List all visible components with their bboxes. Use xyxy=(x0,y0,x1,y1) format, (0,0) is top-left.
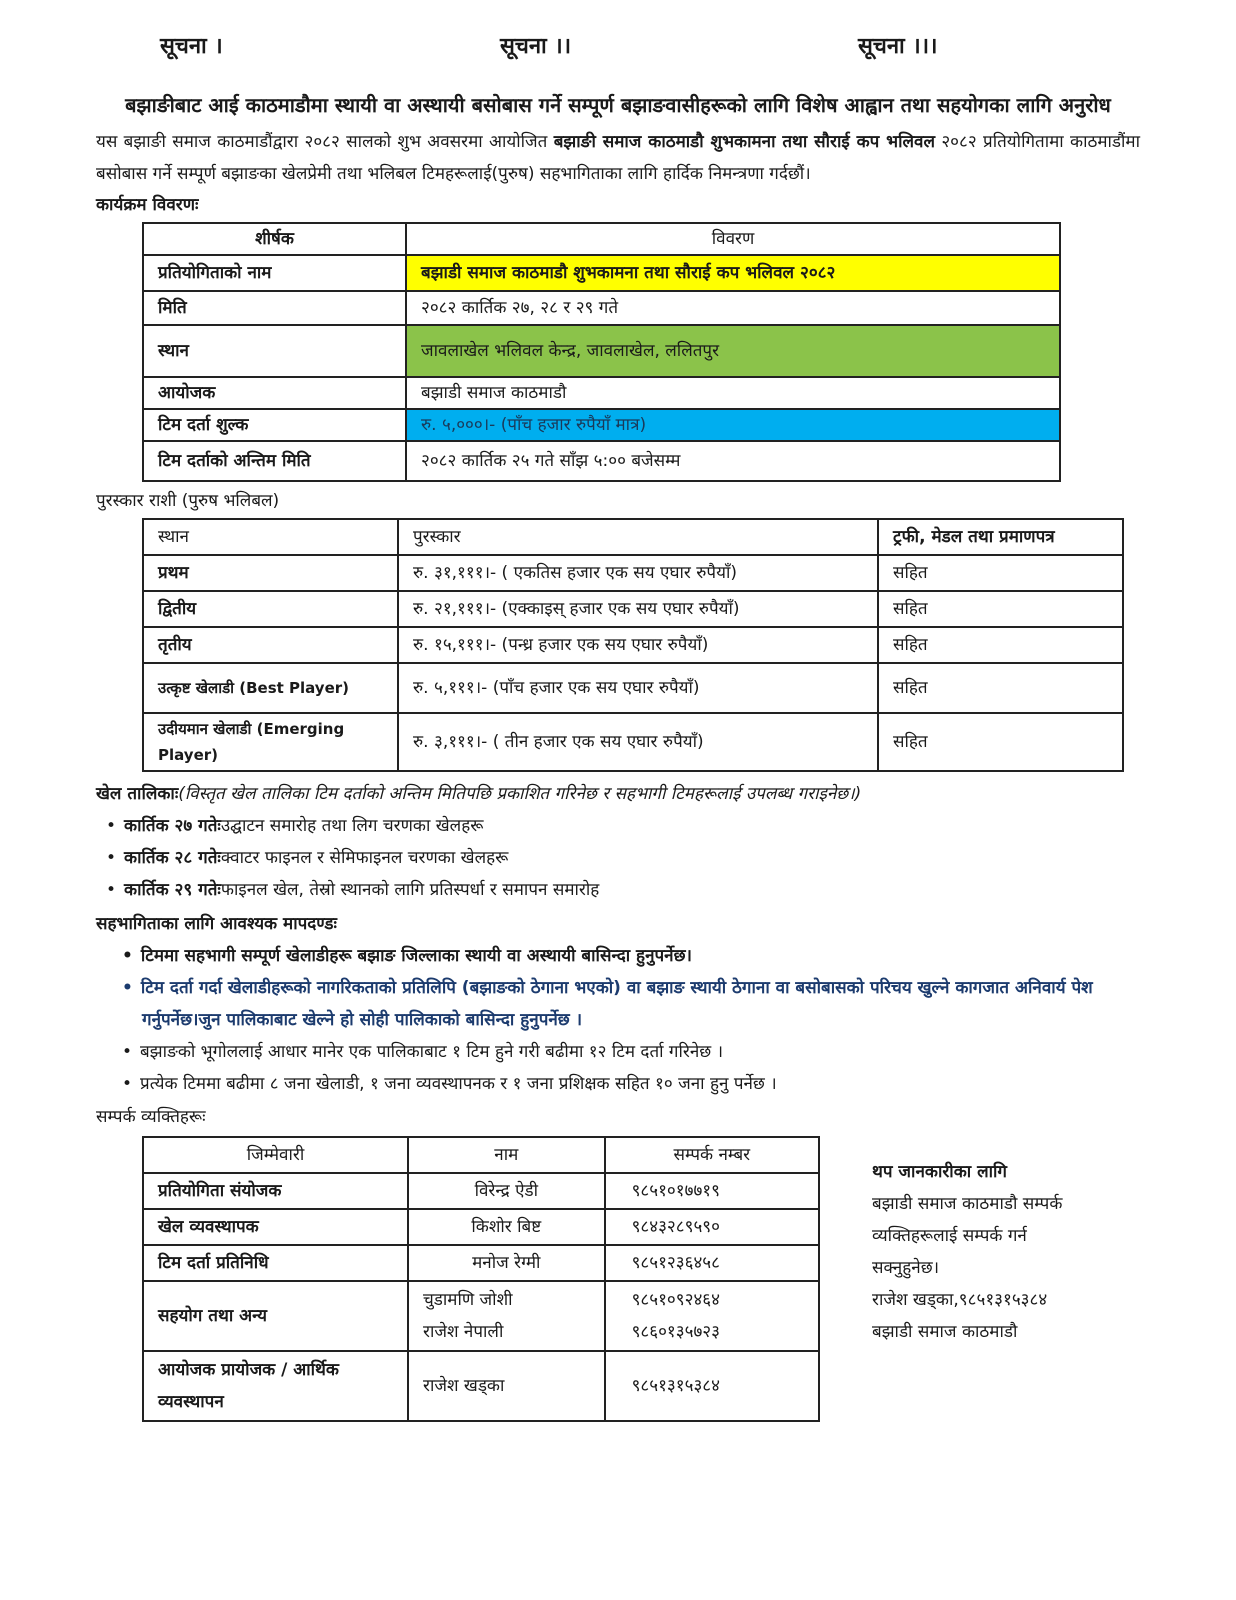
schedule-section xyxy=(96,778,1140,906)
table-row xyxy=(143,1209,819,1245)
header-cell: नाम xyxy=(408,1137,605,1173)
requirement-item: • टिममा सहभागी सम्पूर्ण खेलाडीहरू बझाङ जिल्लाका स्थायी वा अस्थायी बासिन्दा हुनुपर्नेछ। xyxy=(96,940,1140,972)
schedule-text: फाइनल खेल, तेस्रो स्थानको लागि प्रतिस्पर्धा र समापन समारोह xyxy=(220,880,600,900)
schedule-list xyxy=(96,810,1140,906)
row-value: २०८२ कार्तिक २५ गते साँझ ५:०० बजेसम्म xyxy=(406,441,1060,481)
contact-name: मनोज रेग्मी xyxy=(408,1245,605,1281)
schedule-item xyxy=(96,810,1140,842)
row-key: मिति xyxy=(143,291,406,325)
table-row xyxy=(143,1245,819,1281)
prizes-label: पुरस्कार राशी (पुरुष भलिबल) xyxy=(96,491,280,511)
header-cell: स्थान xyxy=(143,519,398,555)
requirement-item: • टिम दर्ता गर्दा खेलाडीहरूको नागरिकताको प्रतिलिपि (बझाङको ठेगाना भएको) वा बझाङ स्थायी ठेगाना वा बसोबासको परिचय खुल्ने कागजात अनिवार्य पेश गर्नुपर्नेछ।जुन पालिकाबाट खेल्ने हो सोही पालिकाको बासिन्दा हुनुपर्नेछ । xyxy=(96,972,1140,1036)
more-info-line: व्यक्तिहरूलाई सम्पर्क गर्न xyxy=(872,1226,1027,1246)
prize-place: उदीयमान खेलाडी (Emerging Player) xyxy=(143,713,398,771)
contact-role: खेल व्यवस्थापक xyxy=(143,1209,408,1245)
prize-extra: सहित xyxy=(878,663,1123,713)
row-key: आयोजक xyxy=(143,377,406,409)
table-row xyxy=(143,1281,819,1351)
notice-title-1: सूचना । xyxy=(160,34,223,59)
table-row xyxy=(143,409,1060,441)
schedule-item xyxy=(96,842,1140,874)
row-value-highlight-yellow: बझाडी समाज काठमाडौ शुभकामना तथा सौराई कप भलिवल २०८२ xyxy=(406,255,1060,291)
table-row xyxy=(143,1351,819,1421)
prize-amount: रु. ३,१११।- ( तीन हजार एक सय एघार रुपैयाँ) xyxy=(398,713,878,771)
prize-extra: सहित xyxy=(878,555,1123,591)
contact-phone: ९८५१२३६४५८ xyxy=(605,1245,819,1281)
prize-amount: रु. २१,१११।- (एक्काइस् हजार एक सय एघार रुपैयाँ) xyxy=(398,591,878,627)
header-cell: ट्रफी, मेडल तथा प्रमाणपत्र xyxy=(878,519,1123,555)
table-row xyxy=(143,555,1123,591)
contact-phone: ९८४३२८९५९० xyxy=(605,1209,819,1245)
contact-name: विरेन्द्र ऐडी xyxy=(408,1173,605,1209)
contacts-table xyxy=(142,1136,820,1422)
row-key: टिम दर्ता शुल्क xyxy=(143,409,406,441)
contact-name: किशोर बिष्ट xyxy=(408,1209,605,1245)
contact-role: आयोजक प्रायोजक / आर्थिक व्यवस्थापन xyxy=(143,1351,408,1421)
more-info-contact: राजेश खड्का,९८५१३१५३८४ xyxy=(872,1290,1048,1310)
requirements-list xyxy=(96,940,1140,1100)
contact-name: चुडामणि जोशी xyxy=(423,1290,513,1310)
header-cell: जिम्मेवारी xyxy=(143,1137,408,1173)
requirement-item: • प्रत्येक टिममा बढीमा ८ जना खेलाडी, १ जना व्यवस्थापनक र १ जना प्रशिक्षक सहित १० जना हुनु पर्नेछ । xyxy=(96,1068,1140,1100)
more-info-line: बझाडी समाज काठमाडौ सम्पर्क xyxy=(872,1194,1063,1214)
table-row xyxy=(143,591,1123,627)
schedule-text: उद्घाटन समारोह तथा लिग चरणका खेलहरू xyxy=(220,816,484,836)
contact-names xyxy=(408,1281,605,1351)
contact-name: राजेश खड्का xyxy=(408,1351,605,1421)
header-cell: शीर्षक xyxy=(143,223,406,255)
row-value: बझाडी समाज काठमाडौ xyxy=(406,377,1060,409)
notice-header xyxy=(160,30,1140,70)
schedule-day: कार्तिक २७ गतेः xyxy=(124,816,221,836)
prize-amount: रु. ५,१११।- (पाँच हजार एक सय एघार रुपैयाँ) xyxy=(398,663,878,713)
prizes-table xyxy=(142,518,1124,772)
row-value-highlight-green: जावलाखेल भलिवल केन्द्र, जावलाखेल, ललितपुर xyxy=(406,325,1060,377)
program-label: कार्यक्रम विवरणः xyxy=(96,195,199,215)
intro-paragraph xyxy=(96,126,1140,190)
schedule-item xyxy=(96,874,1140,906)
intro-part-2: २०८२ प्रतियोगितामा काठमाडौंमा बसोबास गर्ने सम्पूर्ण बझाङका खेलप्रेमी तथा भलिबल टिमहरूलाई(पुरुष) सहभागिताका लागि हार्दिक निमन्त्रणा गर्दछौं। xyxy=(96,132,1141,184)
contact-name: राजेश नेपाली xyxy=(423,1322,504,1342)
table-row xyxy=(143,255,1060,291)
program-table xyxy=(142,222,1061,482)
more-info-note xyxy=(872,1156,1134,1348)
notice-title-3: सूचना ।।। xyxy=(858,34,938,59)
table-row xyxy=(143,627,1123,663)
requirements-section xyxy=(96,908,1140,1100)
contact-phone: ९८५१०९२४६४ xyxy=(631,1290,720,1310)
table-header-row xyxy=(143,519,1123,555)
headline: बझाङीबाट आई काठमाडौमा स्थायी वा अस्थायी बसोबास गर्ने सम्पूर्ण बझाङवासीहरूको लागि विशेष आह्वान तथा सहयोगका लागि अनुरोध xyxy=(125,93,1111,117)
table-row xyxy=(143,713,1123,771)
more-info-org: बझाडी समाज काठमाडौ xyxy=(872,1322,1018,1342)
more-info-line: सक्नुहुनेछ। xyxy=(872,1258,940,1278)
schedule-label: खेल तालिकाः xyxy=(96,784,179,804)
more-info-heading: थप जानकारीका लागि xyxy=(872,1162,1007,1182)
header-cell: पुरस्कार xyxy=(398,519,878,555)
contact-phone: ९८५१३१५३८४ xyxy=(605,1351,819,1421)
contact-phone: ९८५१०१७७१९ xyxy=(605,1173,819,1209)
table-row xyxy=(143,325,1060,377)
row-key: टिम दर्ताको अन्तिम मिति xyxy=(143,441,406,481)
prize-place: उत्कृष्ट खेलाडी (Best Player) xyxy=(143,663,398,713)
intro-part-1: यस बझाङी समाज काठमाडौंद्वारा २०८२ सालको शुभ अवसरमा आयोजित xyxy=(96,132,548,152)
table-header-row xyxy=(143,1137,819,1173)
contact-role: टिम दर्ता प्रतिनिधि xyxy=(143,1245,408,1281)
requirement-item: • बझाङको भूगोललाई आधार मानेर एक पालिकाबाट १ टिम हुने गरी बढीमा १२ टिम दर्ता गरिनेछ । xyxy=(96,1036,1140,1068)
requirements-label: सहभागिताका लागि आवश्यक मापदण्डः xyxy=(96,914,337,934)
header-cell: सम्पर्क नम्बर xyxy=(605,1137,819,1173)
schedule-day: कार्तिक २९ गतेः xyxy=(124,880,221,900)
contact-role: सहयोग तथा अन्य xyxy=(143,1281,408,1351)
prize-place: प्रथम xyxy=(143,555,398,591)
prize-amount: रु. ३१,१११।- ( एकतिस हजार एक सय एघार रुपैयाँ) xyxy=(398,555,878,591)
schedule-heading xyxy=(96,778,1140,810)
table-row xyxy=(143,377,1060,409)
prize-amount: रु. १५,१११।- (पन्ध्र हजार एक सय एघार रुपैयाँ) xyxy=(398,627,878,663)
table-row xyxy=(143,441,1060,481)
schedule-text: क्वाटर फाइनल र सेमिफाइनल चरणका खेलहरू xyxy=(220,848,509,868)
row-key: स्थान xyxy=(143,325,406,377)
intro-event-name: बझाङी समाज काठमाडौ शुभकामना तथा सौराई कप भलिवल xyxy=(553,132,935,152)
row-key: प्रतियोगिताको नाम xyxy=(143,255,406,291)
contact-phones xyxy=(605,1281,819,1351)
table-header-row xyxy=(143,223,1060,255)
schedule-note: (विस्तृत खेल तालिका टिम दर्ताको अन्तिम मितिपछि प्रकाशित गरिनेछ र सहभागी टिमहरूलाई उपलब्ध गराइनेछ।) xyxy=(178,784,862,804)
prize-extra: सहित xyxy=(878,713,1123,771)
contact-role: प्रतियोगिता संयोजक xyxy=(143,1173,408,1209)
prize-extra: सहित xyxy=(878,627,1123,663)
row-value-highlight-blue: रु. ५,०००।- (पाँच हजार रुपैयाँ मात्र) xyxy=(406,409,1060,441)
contacts-label: सम्पर्क व्यक्तिहरूः xyxy=(96,1107,206,1127)
prize-extra: सहित xyxy=(878,591,1123,627)
contacts-area xyxy=(96,1136,1140,1422)
contact-phone: ९८६०१३५७२३ xyxy=(631,1322,720,1342)
header-cell: विवरण xyxy=(406,223,1060,255)
notice-title-2: सूचना ।। xyxy=(500,34,572,59)
row-value: २०८२ कार्तिक २७, २८ र २९ गते xyxy=(406,291,1060,325)
table-row xyxy=(143,291,1060,325)
prize-place: तृतीय xyxy=(143,627,398,663)
schedule-day: कार्तिक २८ गतेः xyxy=(124,848,221,868)
table-row xyxy=(143,1173,819,1209)
table-row xyxy=(143,663,1123,713)
prize-place: द्वितीय xyxy=(143,591,398,627)
